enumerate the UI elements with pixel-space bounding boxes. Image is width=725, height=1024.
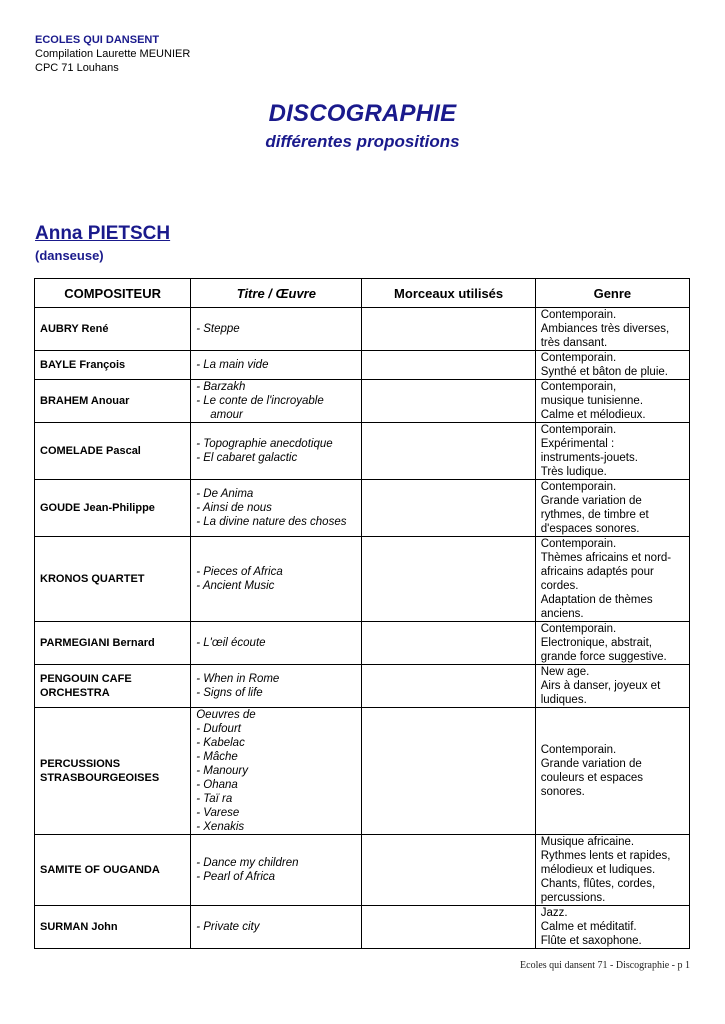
title-block xyxy=(0,98,725,154)
titre-line: - Pearl of Africa xyxy=(196,871,276,883)
morceaux-cell xyxy=(362,665,535,708)
header-titre: Titre / Œuvre xyxy=(191,279,362,308)
genre-cell xyxy=(535,665,689,708)
genre-cell xyxy=(535,622,689,665)
genre-line: Contemporain. xyxy=(540,309,617,321)
titre-line: - Ohana xyxy=(196,779,238,791)
titre-cell xyxy=(191,708,362,835)
titre-cell xyxy=(191,380,362,423)
header-compositeur: COMPOSITEUR xyxy=(35,279,191,308)
compositeur-line: SURMAN John xyxy=(40,921,118,933)
genre-line: Musique africaine. xyxy=(540,836,635,848)
genre-line: anciens. xyxy=(540,608,584,620)
compositeur-cell xyxy=(35,708,191,835)
compositeur-cell xyxy=(35,537,191,622)
compositeur-line: SAMITE OF OUGANDA xyxy=(40,864,160,876)
genre-line: Calme et mélodieux. xyxy=(540,409,646,421)
titre-line: - Varese xyxy=(196,807,240,819)
header-morceaux: Morceaux utilisés xyxy=(362,279,535,308)
genre-line: ludiques. xyxy=(540,694,587,706)
genre-cell xyxy=(535,708,689,835)
genre-line: africains adaptés pour xyxy=(540,566,654,578)
genre-line: Rythmes lents et rapides, xyxy=(540,850,671,862)
table-row xyxy=(35,835,690,906)
artist-role: (danseuse) xyxy=(35,248,104,263)
morceaux-cell xyxy=(362,423,535,480)
titre-cell xyxy=(191,665,362,708)
genre-line: cordes. xyxy=(540,580,579,592)
genre-line: Contemporain. xyxy=(540,352,617,364)
table-header-row xyxy=(35,279,690,308)
compositeur-cell xyxy=(35,308,191,351)
genre-line: Chants, flûtes, cordes, xyxy=(540,878,656,890)
titre-line: - Barzakh xyxy=(196,381,246,393)
genre-line: Adaptation de thèmes xyxy=(540,594,653,606)
titre-line: amour xyxy=(210,409,243,421)
genre-cell xyxy=(535,423,689,480)
genre-line: Airs à danser, joyeux et xyxy=(540,680,661,692)
genre-line: Synthé et bâton de pluie. xyxy=(540,366,668,378)
genre-line: Calme et méditatif. xyxy=(540,921,637,933)
genre-line: Contemporain, xyxy=(540,381,617,393)
genre-cell xyxy=(535,835,689,906)
table-row xyxy=(35,622,690,665)
genre-line: mélodieux et ludiques. xyxy=(540,864,656,876)
genre-line: couleurs et espaces xyxy=(540,772,644,784)
titre-line: - Dufourt xyxy=(196,723,241,735)
titre-line: - Taï ra xyxy=(196,793,233,805)
titre-line: - De Anima xyxy=(196,488,254,500)
titre-line: - When in Rome xyxy=(196,673,280,685)
titre-line: - Pieces of Africa xyxy=(196,566,283,578)
titre-cell xyxy=(191,835,362,906)
genre-cell xyxy=(535,380,689,423)
artist-name: Anna PIETSCH xyxy=(35,223,171,244)
genre-cell xyxy=(535,351,689,380)
genre-cell xyxy=(535,906,689,949)
morceaux-cell xyxy=(362,537,535,622)
compositeur-line: STRASBOURGEOISES xyxy=(40,772,160,784)
genre-line: Contemporain. xyxy=(540,424,617,436)
genre-line: Contemporain. xyxy=(540,481,617,493)
titre-cell xyxy=(191,480,362,537)
morceaux-cell xyxy=(362,308,535,351)
table-body xyxy=(35,308,690,949)
titre-line: - Ainsi de nous xyxy=(196,502,272,514)
genre-line: Contemporain. xyxy=(540,623,617,635)
table-row xyxy=(35,537,690,622)
compositeur-line: PARMEGIANI Bernard xyxy=(40,637,155,649)
genre-line: Flûte et saxophone. xyxy=(540,935,642,947)
titre-line: - La divine nature des choses xyxy=(196,516,347,528)
artist-section xyxy=(35,221,170,264)
morceaux-cell xyxy=(362,480,535,537)
titre-line: - Mâche xyxy=(196,751,238,763)
titre-cell xyxy=(191,308,362,351)
titre-cell xyxy=(191,351,362,380)
morceaux-cell xyxy=(362,622,535,665)
titre-line: - Dance my children xyxy=(196,857,299,869)
genre-line: New age. xyxy=(540,666,590,678)
genre-line: Grande variation de xyxy=(540,758,642,770)
titre-cell xyxy=(191,906,362,949)
genre-line: Très ludique. xyxy=(540,466,607,478)
genre-line: Contemporain. xyxy=(540,744,617,756)
compositeur-cell xyxy=(35,906,191,949)
table-row xyxy=(35,380,690,423)
compositeur-cell xyxy=(35,423,191,480)
titre-line: - Le conte de l'incroyable xyxy=(196,395,324,407)
location-line: CPC 71 Louhans xyxy=(35,62,119,74)
titre-line: - Private city xyxy=(196,921,260,933)
compositeur-cell xyxy=(35,351,191,380)
page-subtitle: différentes propositions xyxy=(265,132,460,151)
morceaux-cell xyxy=(362,708,535,835)
genre-line: sonores. xyxy=(540,786,585,798)
titre-line: - La main vide xyxy=(196,359,269,371)
genre-line: Contemporain. xyxy=(540,538,617,550)
organization-name: ECOLES QUI DANSENT xyxy=(35,34,160,46)
genre-line: percussions. xyxy=(540,892,606,904)
compositeur-line: AUBRY René xyxy=(40,323,109,335)
compositeur-line: BRAHEM Anouar xyxy=(40,395,130,407)
titre-cell xyxy=(191,537,362,622)
compositeur-cell xyxy=(35,622,191,665)
genre-line: Ambiances très diverses, xyxy=(540,323,670,335)
table-row xyxy=(35,906,690,949)
table-row xyxy=(35,308,690,351)
titre-line: - Steppe xyxy=(196,323,240,335)
titre-line: - Signs of life xyxy=(196,687,263,699)
table-row xyxy=(35,708,690,835)
compositeur-cell xyxy=(35,380,191,423)
genre-line: instruments-jouets. xyxy=(540,452,638,464)
morceaux-cell xyxy=(362,380,535,423)
titre-line: - Kabelac xyxy=(196,737,245,749)
titre-line: - El cabaret galactic xyxy=(196,452,298,464)
discography-table xyxy=(34,278,690,949)
compositeur-line: BAYLE François xyxy=(40,359,126,371)
titre-line: Oeuvres de xyxy=(196,709,256,721)
header-genre: Genre xyxy=(535,279,689,308)
genre-line: Electronique, abstrait, xyxy=(540,637,652,649)
compositeur-line: KRONOS QUARTET xyxy=(40,573,145,585)
genre-line: Expérimental : xyxy=(540,438,615,450)
compiler-line: Compilation Laurette MEUNIER xyxy=(35,48,191,60)
compositeur-line: ORCHESTRA xyxy=(40,687,110,699)
table-row xyxy=(35,351,690,380)
titre-cell xyxy=(191,423,362,480)
morceaux-cell xyxy=(362,351,535,380)
morceaux-cell xyxy=(362,906,535,949)
titre-cell xyxy=(191,622,362,665)
genre-line: musique tunisienne. xyxy=(540,395,644,407)
genre-line: Jazz. xyxy=(540,907,568,919)
genre-line: rythmes, de timbre et xyxy=(540,509,649,521)
morceaux-cell xyxy=(362,835,535,906)
genre-cell xyxy=(535,308,689,351)
page-title: DISCOGRAPHIE xyxy=(268,100,457,127)
genre-cell xyxy=(535,480,689,537)
genre-line: d'espaces sonores. xyxy=(540,523,640,535)
table-row xyxy=(35,480,690,537)
titre-line: - Xenakis xyxy=(196,821,245,833)
compositeur-line: GOUDE Jean-Philippe xyxy=(40,502,155,514)
genre-line: grande force suggestive. xyxy=(540,651,667,663)
organization-header xyxy=(35,33,190,75)
page-footer: Ecoles qui dansent 71 - Discographie - p 1 xyxy=(520,960,690,971)
compositeur-cell xyxy=(35,665,191,708)
compositeur-cell xyxy=(35,835,191,906)
compositeur-cell xyxy=(35,480,191,537)
table-row xyxy=(35,665,690,708)
genre-line: Thèmes africains et nord- xyxy=(540,552,672,564)
compositeur-line: PENGOUIN CAFE xyxy=(40,673,132,685)
genre-cell xyxy=(535,537,689,622)
compositeur-line: COMELADE Pascal xyxy=(40,445,141,457)
compositeur-line: PERCUSSIONS xyxy=(40,758,121,770)
titre-line: - Manoury xyxy=(196,765,249,777)
table-row xyxy=(35,423,690,480)
titre-line: - L'œil écoute xyxy=(196,637,266,649)
titre-line: - Ancient Music xyxy=(196,580,275,592)
titre-line: - Topographie anecdotique xyxy=(196,438,333,450)
genre-line: très dansant. xyxy=(540,337,608,349)
genre-line: Grande variation de xyxy=(540,495,642,507)
